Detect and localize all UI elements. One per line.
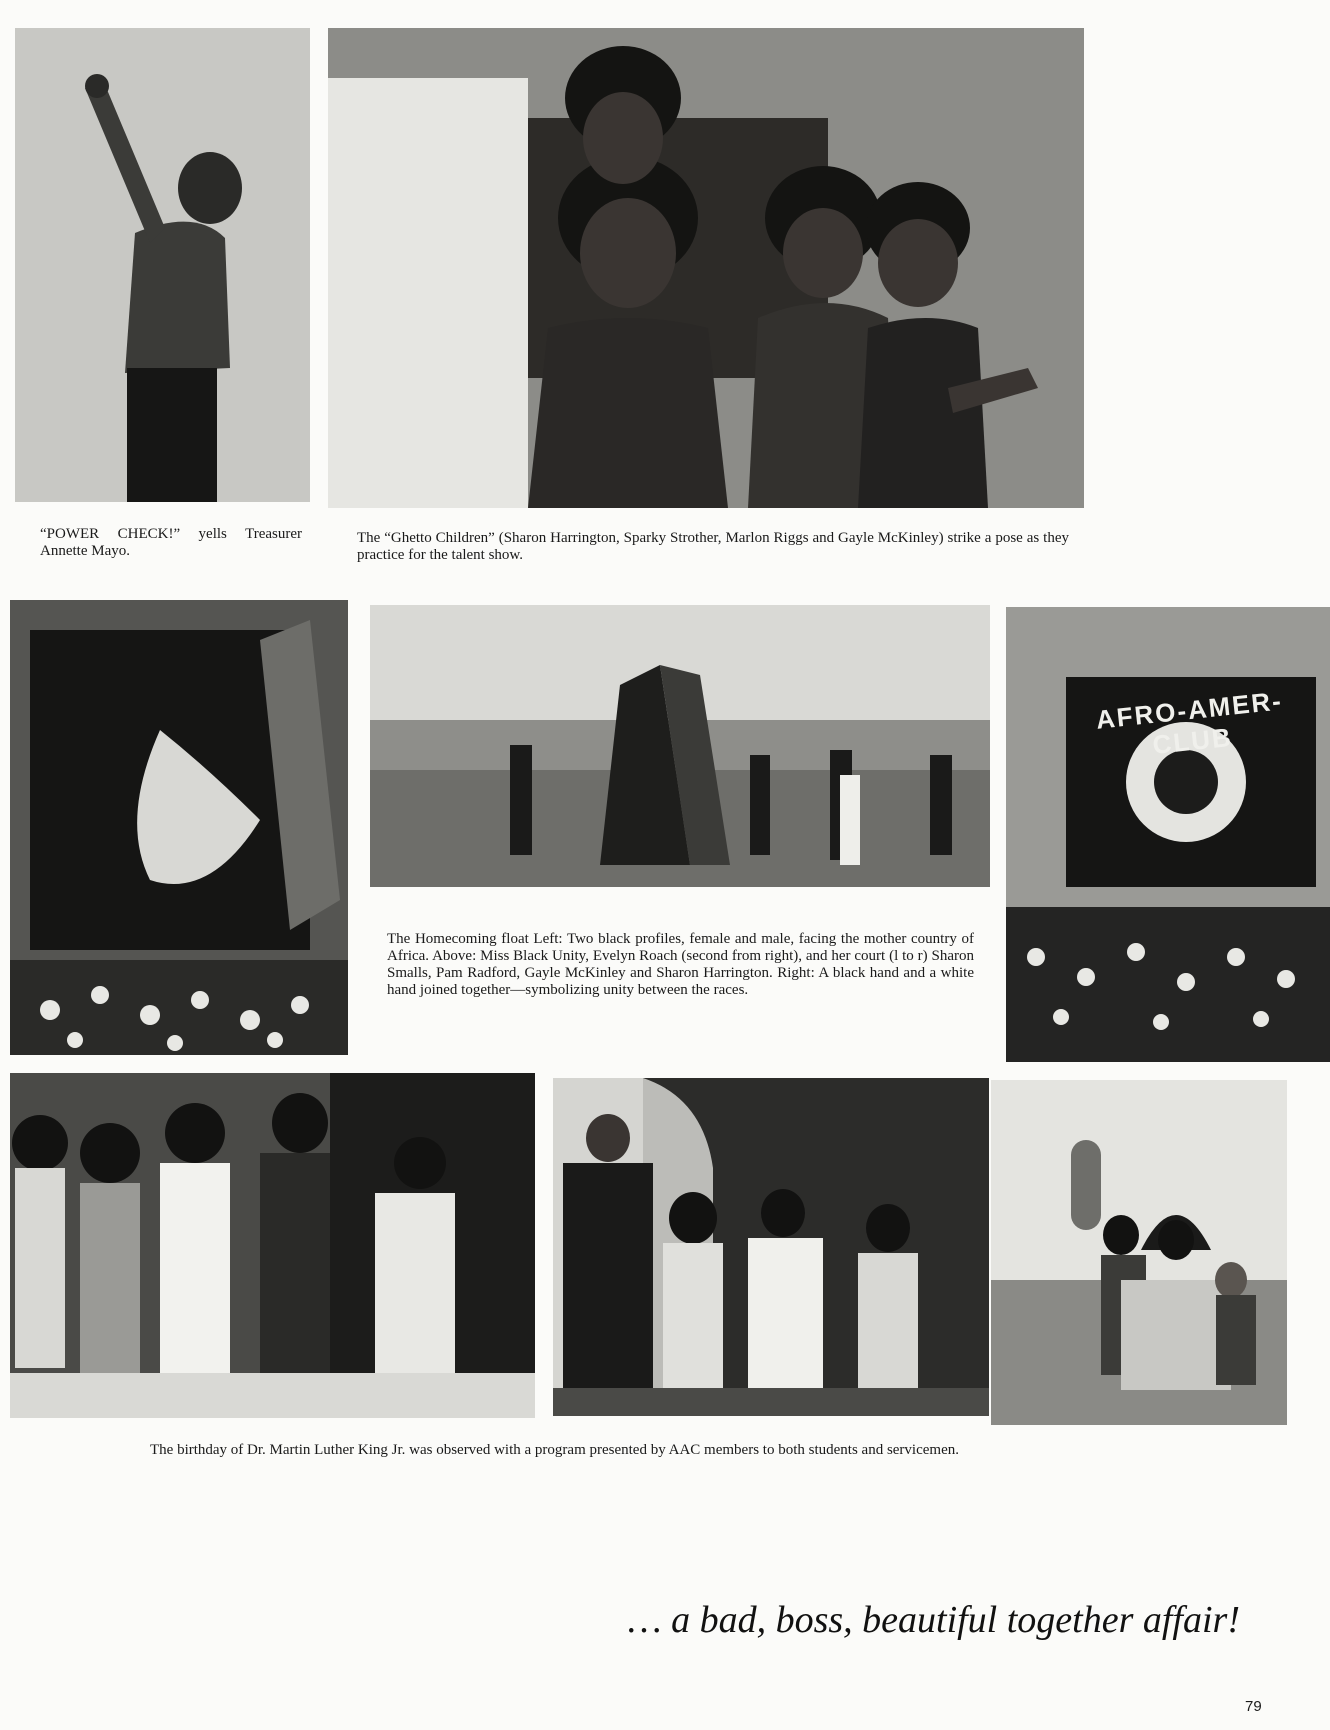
photo-float-left	[10, 600, 348, 1055]
caption-ghetto-children: The “Ghetto Children” (Sharon Harrington, Sparky Strother, Marlon Riggs and Gayle McKinley) strike a pose as they practice for the talent show.	[357, 530, 1069, 563]
photo-mlk-program-church	[553, 1078, 989, 1416]
photo-mlk-program-stage	[10, 1073, 535, 1418]
photo-float-right	[1006, 607, 1330, 1062]
photo-ghetto-children	[328, 28, 1084, 508]
page-number: 79	[1245, 1698, 1262, 1715]
photo-float-court	[370, 605, 990, 887]
caption-homecoming-float: The Homecoming float Left: Two black profiles, female and male, facing the mother country of Africa. Above: Miss Black Unity, Evelyn Roach (second from right), and her court (l to r) Sharon Smalls, Pam Radford, Gayle McKinley and Sharon Harrington. Right: A black hand and a white hand joined together—symbolizing unity between the races.	[387, 931, 974, 998]
float-banner-text: AFRO-AMER-CLUB	[1094, 685, 1285, 761]
caption-mlk-birthday: The birthday of Dr. Martin Luther King Jr. was observed with a program presented by AAC members to both students and servicemen.	[150, 1442, 959, 1458]
caption-power-check: “POWER CHECK!” yells Treasurer Annette Mayo.	[40, 526, 302, 559]
photo-mlk-program-pulpit	[991, 1080, 1287, 1425]
tagline: … a bad, boss, beautiful together affair!	[627, 1599, 1240, 1641]
photo-power-check	[15, 28, 310, 502]
